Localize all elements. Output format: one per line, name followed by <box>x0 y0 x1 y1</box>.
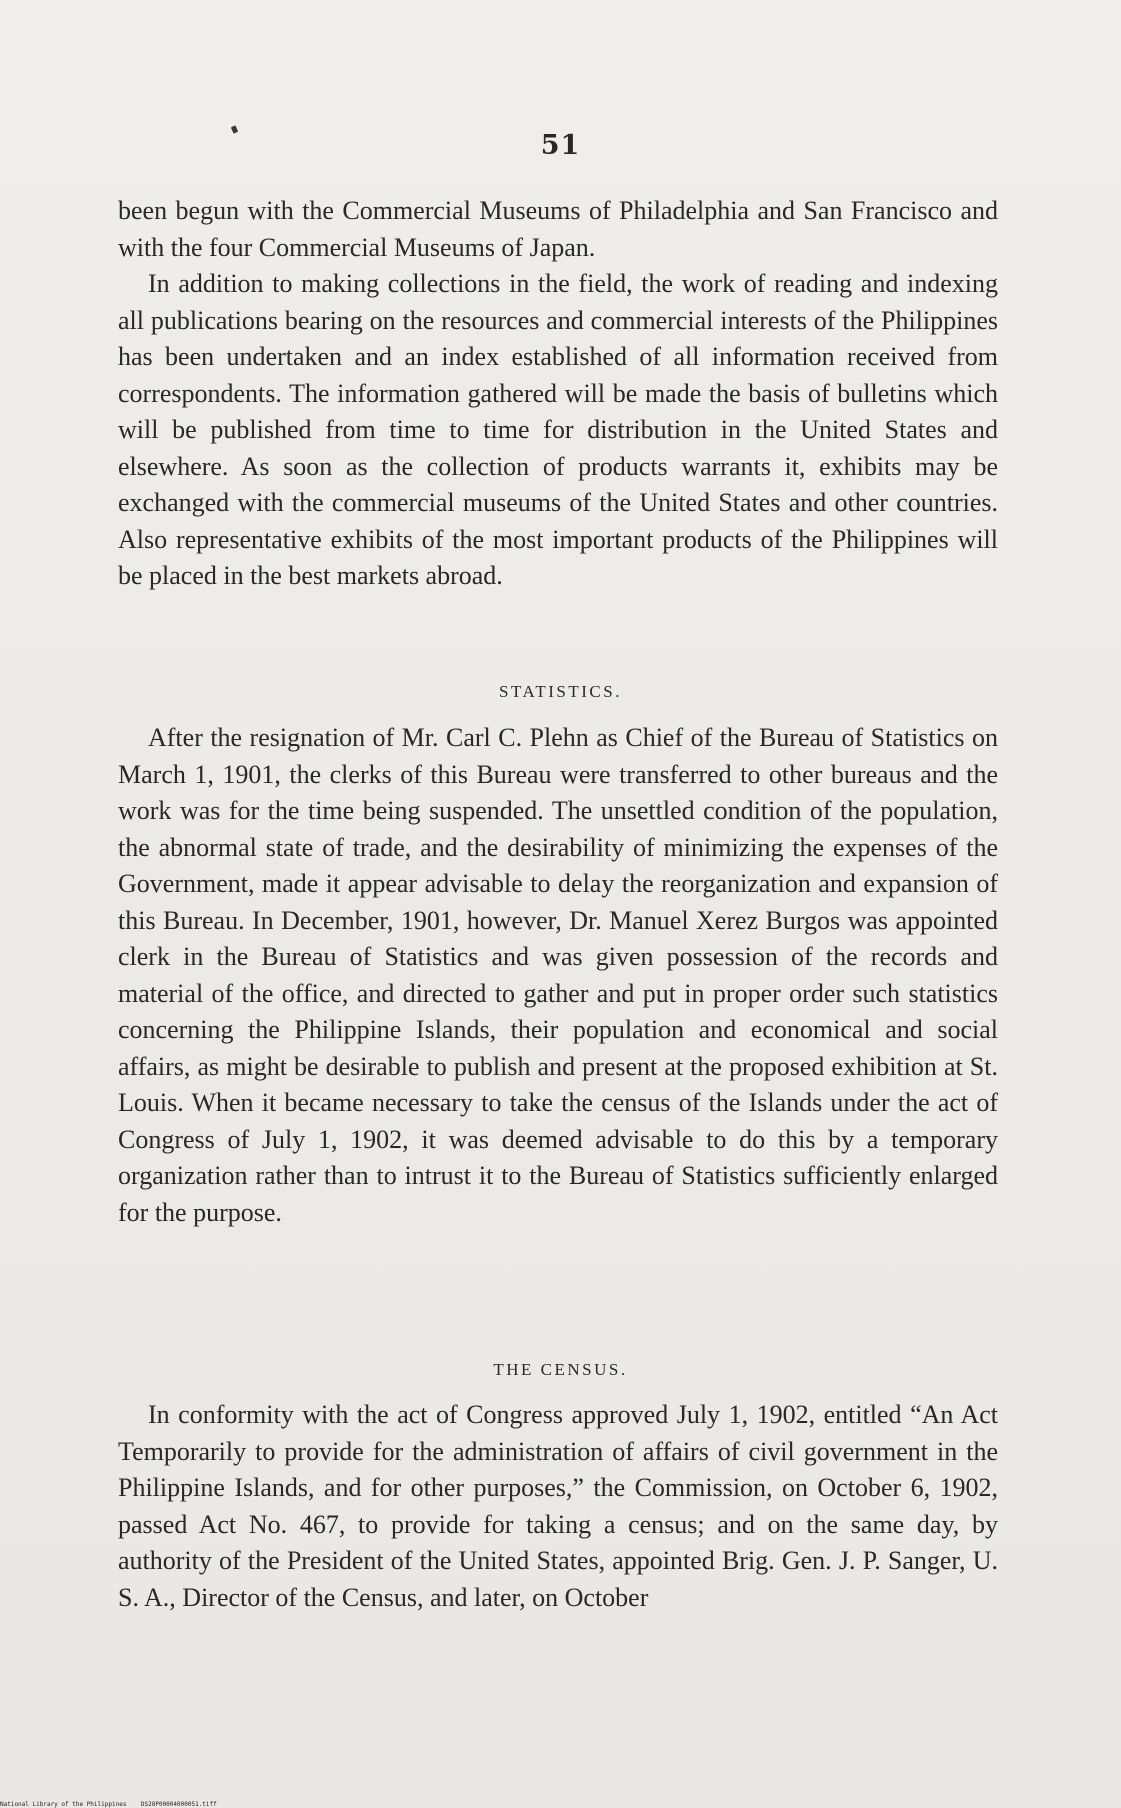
paragraph-continued: been begun with the Commercial Museums of Philadelphia and San Francisco and with the four Commercial Museums of Japan. <box>118 196 998 262</box>
paragraph-census: In conformity with the act of Congress approved July 1, 1902, entitled “An Act Temporarily to provide for the administration of affairs of civil government in the Philippine Islands, and for other purposes,” the Commission, on October 6, 1902, passed Act No. 467, to provide for taking a census; and on the same day, by authority of the President of the United States, appointed Brig. Gen. J. P. Sanger, U. S. A., Director of the Census, and later, on October <box>118 1400 998 1612</box>
scan-footer <box>0 1801 217 1808</box>
section-heading-statistics: STATISTICS. <box>499 682 622 701</box>
paragraph-collections: In addition to making collections in the field, the work of reading and indexing all publications bearing on the resources and commercial interests of the Philippines has been undertaken and an index established of all information received from correspondents. The information gathered will be made the basis of bulletins which will be published from time to time for distribution in the United States and elsewhere. As soon as the collection of products warrants it, exhibits may be exchanged with the commercial museums of the United States and other countries. Also representative exhibits of the most important products of the Philippines will be placed in the best markets abroad. <box>118 269 998 590</box>
page-number: 51 <box>540 130 581 161</box>
footer-filename: DS28P00004000051.tiff <box>140 1801 217 1808</box>
footer-library: National Library of the Philippines <box>0 1801 127 1808</box>
census-section <box>118 1397 998 1616</box>
intro-section <box>118 193 998 595</box>
paragraph-statistics: After the resignation of Mr. Carl C. Plehn as Chief of the Bureau of Statistics on March 1, 1901, the clerks of this Bureau were transferred to other bureaus and the work was for the time being suspended. The unsettled condition of the population, the abnormal state of trade, and the desirability of minimizing the expenses of the Government, made it appear advisable to delay the reorganization and expansion of this Bureau. In December, 1901, however, Dr. Manuel Xerez Burgos was appointed clerk in the Bureau of Statistics and was given possession of the records and material of the office, and directed to gather and put in proper order such statistics concerning the Philippine Islands, their population and economical and social affairs, as might be desirable to publish and present at the proposed exhibition at St. Louis. When it became necessary to take the census of the Islands under the act of Congress of July 1, 1902, it was deemed advisable to do this by a temporary organization rather than to intrust it to the Bureau of Statistics sufficiently enlarged for the purpose. <box>118 723 998 1227</box>
statistics-section <box>118 720 998 1231</box>
section-heading-census: THE CENSUS. <box>493 1360 628 1379</box>
